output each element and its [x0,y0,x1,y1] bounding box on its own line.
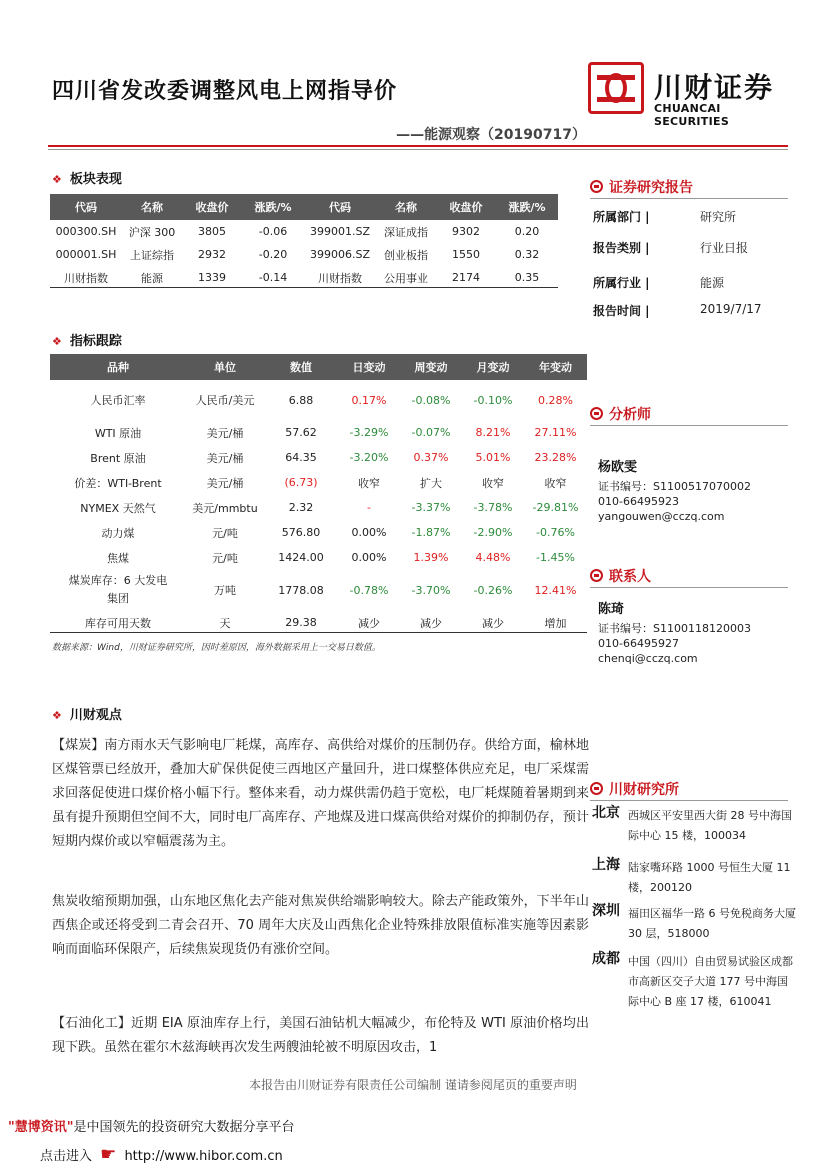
table-cell: 收窄 [544,476,567,490]
table-cell: -0.20 [258,248,288,261]
table-cell: 能源 [141,271,163,285]
table-cell: 公用事业 [384,271,428,285]
report-title: 四川省发改委调整风电上网指导价 [52,79,398,104]
table-rule [50,632,587,633]
table-cell: 8.21% [475,426,511,439]
sidebar-heading-contact: 联系人 [590,566,651,586]
table-cell: 焦煤 [107,551,129,565]
table-cell: 元/吨 [212,526,238,540]
table-cell: -0.26% [473,583,513,597]
table-cell: 煤炭库存：6 大发电集团 [68,574,168,605]
table-row [50,545,587,570]
column-header: 代码 [304,194,376,220]
analyst-name: 杨欧雯 [598,460,638,475]
meta-label-industry: 所属行业 | [593,276,650,290]
table-cell: 9302 [452,225,480,238]
meta-value-date: 2019/7/17 [700,302,762,316]
column-header: 收盘价 [182,194,242,220]
table-cell: 399001.SZ [309,225,370,238]
column-header: 名称 [376,194,436,220]
table-cell: 创业板指 [384,248,428,262]
sidebar-divider [590,800,788,801]
table-row [50,570,587,610]
table-cell: 美元/桶 [206,426,244,440]
column-header: 收盘价 [436,194,496,220]
table-cell: 1778.08 [278,583,324,597]
column-header: 年变动 [524,354,587,380]
pointer-hand-icon: ☛ [100,1144,117,1165]
meta-value-category: 行业日报 [700,241,749,255]
promo-banner [8,1116,295,1135]
table-cell: 天 [219,616,231,630]
logo-text-cn: 川财证券 [654,71,775,104]
table-cell: - [367,501,371,514]
column-header: 品种 [50,354,186,380]
table-cell: 1424.00 [278,551,324,564]
section-heading-indicators: ❖ 指标跟踪 [52,334,122,349]
table-cell: 57.62 [285,426,317,439]
sector-table [50,194,558,289]
sidebar-heading-analyst: 分析师 [590,404,651,424]
table-cell: -3.29% [349,426,389,439]
contact-card [598,602,751,666]
table-cell: 收窄 [482,476,504,490]
logo-text-en: CHUANCAI SECURITIES [654,102,730,128]
company-logo [588,62,788,128]
office-city-shenzhen: 深圳 [592,903,620,919]
table-row [50,445,587,470]
table-cell: 000300.SH [55,225,117,238]
table-cell: NYMEX 天然气 [80,501,156,515]
column-header: 月变动 [462,354,524,380]
office-address-chengdu: 中国（四川）自由贸易试验区成都市高新区交子大道 177 号中海国际中心 B 座 17 楼，610041 [628,955,793,1008]
table-cell: -3.37% [411,501,451,514]
analyst-phone: 010-66495923 [598,495,679,508]
table-cell: 沪深 300 [128,225,176,239]
table-cell: 399006.SZ [309,248,370,261]
meta-label-department: 所属部门 | [593,210,650,224]
table-cell: -0.76% [536,526,575,539]
data-source-note: 数据来源：Wind，川财证券研究所，因时差原因，海外数据采用上一交易日数值。 [52,643,381,653]
table-cell: 0.32 [514,248,540,261]
table-cell: -0.07% [411,426,451,439]
table-row [50,243,558,266]
analyst-email[interactable]: yangouwen@cczq.com [598,510,725,523]
table-cell: 增加 [544,616,567,630]
section-marker-icon [590,407,603,420]
column-header: 涨跌/% [242,194,304,220]
table-cell: 减少 [358,616,380,630]
header-divider [48,145,788,147]
meta-label-date: 报告时间 | [593,304,650,318]
paragraph-petrochem: 【石油化工】近期 EIA 原油库存上行，美国石油钻机大幅减少，布伦特及 WTI 原油价格均出现下跌。虽然在霍尔木兹海峡再次发生两艘油轮被不明原因攻击，1 [52,1016,589,1055]
diamond-icon: ❖ [52,709,62,722]
section-heading-sector: ❖ 板块表现 [52,172,122,187]
table-row [50,220,558,243]
table-cell: 深证成指 [384,225,428,239]
table-cell: 2174 [452,271,480,284]
table-cell: 23.28% [534,451,577,464]
table-cell: 5.01% [475,451,511,464]
table-cell: 64.35 [285,451,317,464]
table-cell: 2.32 [288,501,314,514]
page-footer-disclaimer: 本报告由川财证券有限责任公司编制 谨请参阅尾页的重要声明 [249,1078,577,1092]
sidebar-divider [590,587,788,588]
table-cell: -3.70% [411,583,451,597]
table-cell: -3.20% [349,451,389,464]
section-heading-views: ❖ 川财观点 [52,708,122,723]
table-cell: 动力煤 [101,526,135,540]
sidebar-divider [590,198,788,199]
table-cell: 1.39% [413,551,449,564]
table-cell: 29.38 [285,616,317,629]
header-divider-thin [48,149,788,150]
table-cell: 扩大 [420,476,442,490]
table-cell: 0.35 [514,271,540,284]
table-cell: -29.81% [532,501,579,514]
table-cell: 0.20 [514,225,540,238]
table-cell: 12.41% [534,583,577,597]
promo-link[interactable]: http://www.hibor.com.cn [124,1149,283,1164]
table-cell: -0.08% [411,393,451,407]
indicator-table [50,354,587,635]
section-marker-icon [590,782,603,795]
table-cell: WTI 原油 [94,426,142,440]
table-cell: 0.00% [351,526,387,539]
table-cell: 2932 [198,248,226,261]
table-row [50,470,587,495]
table-cell: 元/吨 [212,551,238,565]
section-marker-icon [590,569,603,582]
table-cell: Brent 原油 [90,451,146,465]
table-cell: 价差：WTI-Brent [74,476,162,490]
table-cell: 0.17% [351,393,387,407]
contact-name: 陈琦 [598,602,625,617]
table-cell: 3805 [198,225,226,238]
logo-mark-icon [588,62,644,114]
office-address-shanghai: 陆家嘴环路 1000 号恒生大厦 11 楼，200120 [628,861,791,894]
meta-value-department: 研究所 [700,210,737,224]
table-cell: 576.80 [281,526,321,539]
table-row [50,520,587,545]
promo-text: 是中国领先的投资研究大数据分享平台 [73,1120,295,1135]
office-city-beijing: 北京 [592,805,620,821]
paragraph-coal: 【煤炭】南方雨水天气影响电厂耗煤，高库存、高供给对煤价的压制仍存。供给方面，榆林地区煤管票已经放开，叠加大矿保供促使三西地区产量回升，进口煤整体供应充足，电厂采煤需求回落促使进口煤价格小幅下行。整体来看，动力煤供需仍趋于宽松，电厂耗煤随着暑期到来虽有提升预期但空间不大，同时电厂高库存、产地煤及进口煤高供给对煤价的抑制仍存，预计短期内煤价或以窄幅震荡为主。 [52,738,589,849]
report-subtitle: ——能源观察（20190717） [396,127,586,143]
table-row [50,420,587,445]
sidebar-heading-report: 证券研究报告 [590,177,693,197]
table-cell: -2.90% [473,526,513,539]
table-cell: 减少 [482,616,504,630]
column-header: 涨跌/% [496,194,558,220]
table-cell: 27.11% [534,426,577,439]
table-cell: 0.28% [538,393,573,407]
table-cell: 000001.SH [55,248,117,261]
contact-email[interactable]: chenqi@cczq.com [598,652,698,665]
promo-link-row [40,1144,283,1165]
table-cell: 川财指数 [64,271,108,285]
table-cell: 1339 [198,271,226,284]
table-cell: 上证综指 [130,248,174,262]
section-marker-icon [590,180,603,193]
column-header: 名称 [122,194,182,220]
table-cell: 减少 [420,616,442,630]
column-header: 代码 [50,194,122,220]
table-cell: 0.00% [351,551,387,564]
table-cell: 1550 [452,248,480,261]
office-address-beijing: 西城区平安里西大街 28 号中海国际中心 15 楼，100034 [628,809,792,842]
analyst-cert: 证书编号：S1100517070002 [598,480,751,493]
table-cell: -0.06 [258,225,288,238]
table-cell: 美元/mmbtu [192,501,258,515]
meta-label-category: 报告类别 | [593,241,650,255]
table-cell: 美元/桶 [206,451,244,465]
column-header: 单位 [186,354,264,380]
table-cell: -0.14 [258,271,288,284]
table-header-row [50,354,587,380]
table-cell: (6.73) [284,476,318,489]
diamond-icon: ❖ [52,173,62,186]
table-cell: 美元/桶 [206,476,244,490]
sidebar-heading-institute: 川财研究所 [590,779,679,799]
analyst-card [598,460,751,524]
table-cell: 万吨 [214,584,236,597]
promo-brand: "慧博资讯" [8,1120,74,1135]
table-cell: 6.88 [288,393,314,407]
table-cell: -0.10% [473,393,513,407]
table-rule [50,287,558,288]
table-cell: 人民币汇率 [90,394,146,407]
office-city-shanghai: 上海 [592,857,620,873]
table-cell: -0.78% [349,583,389,597]
office-address-shenzhen: 福田区福华一路 6 号免税商务大厦 30 层，518000 [628,907,796,940]
table-cell: 川财指数 [318,271,362,285]
table-row [50,495,587,520]
column-header: 日变动 [338,354,400,380]
sidebar-divider [590,425,788,426]
table-cell: 0.37% [413,451,449,464]
meta-value-industry: 能源 [700,276,725,290]
table-row [50,266,558,289]
table-header-row [50,194,558,220]
table-cell: 4.48% [475,551,511,564]
diamond-icon: ❖ [52,335,62,348]
office-city-chengdu: 成都 [592,951,620,967]
column-header: 数值 [264,354,338,380]
table-cell: 收窄 [358,476,380,490]
table-cell: 库存可用天数 [85,616,151,630]
table-cell: -1.87% [411,526,451,539]
promo-link-prefix: 点击进入 [40,1149,93,1164]
contact-cert: 证书编号：S1100118120003 [598,622,751,635]
table-cell: -3.78% [473,501,513,514]
contact-phone: 010-66495927 [598,637,679,650]
paragraph-coke: 焦炭收缩预期加强，山东地区焦化去产能对焦炭供给端影响较大。除去产能政策外，下半年山西焦企或还将受到二青会召开、70 周年大庆及山西焦化企业特殊排放限值标准实施等因素影响而面临环保限产，后续焦炭现货仍有涨价空间。 [52,894,589,957]
table-cell: 人民币/美元 [195,393,255,407]
column-header: 周变动 [400,354,462,380]
table-row [50,380,587,420]
table-cell: -1.45% [536,551,575,564]
